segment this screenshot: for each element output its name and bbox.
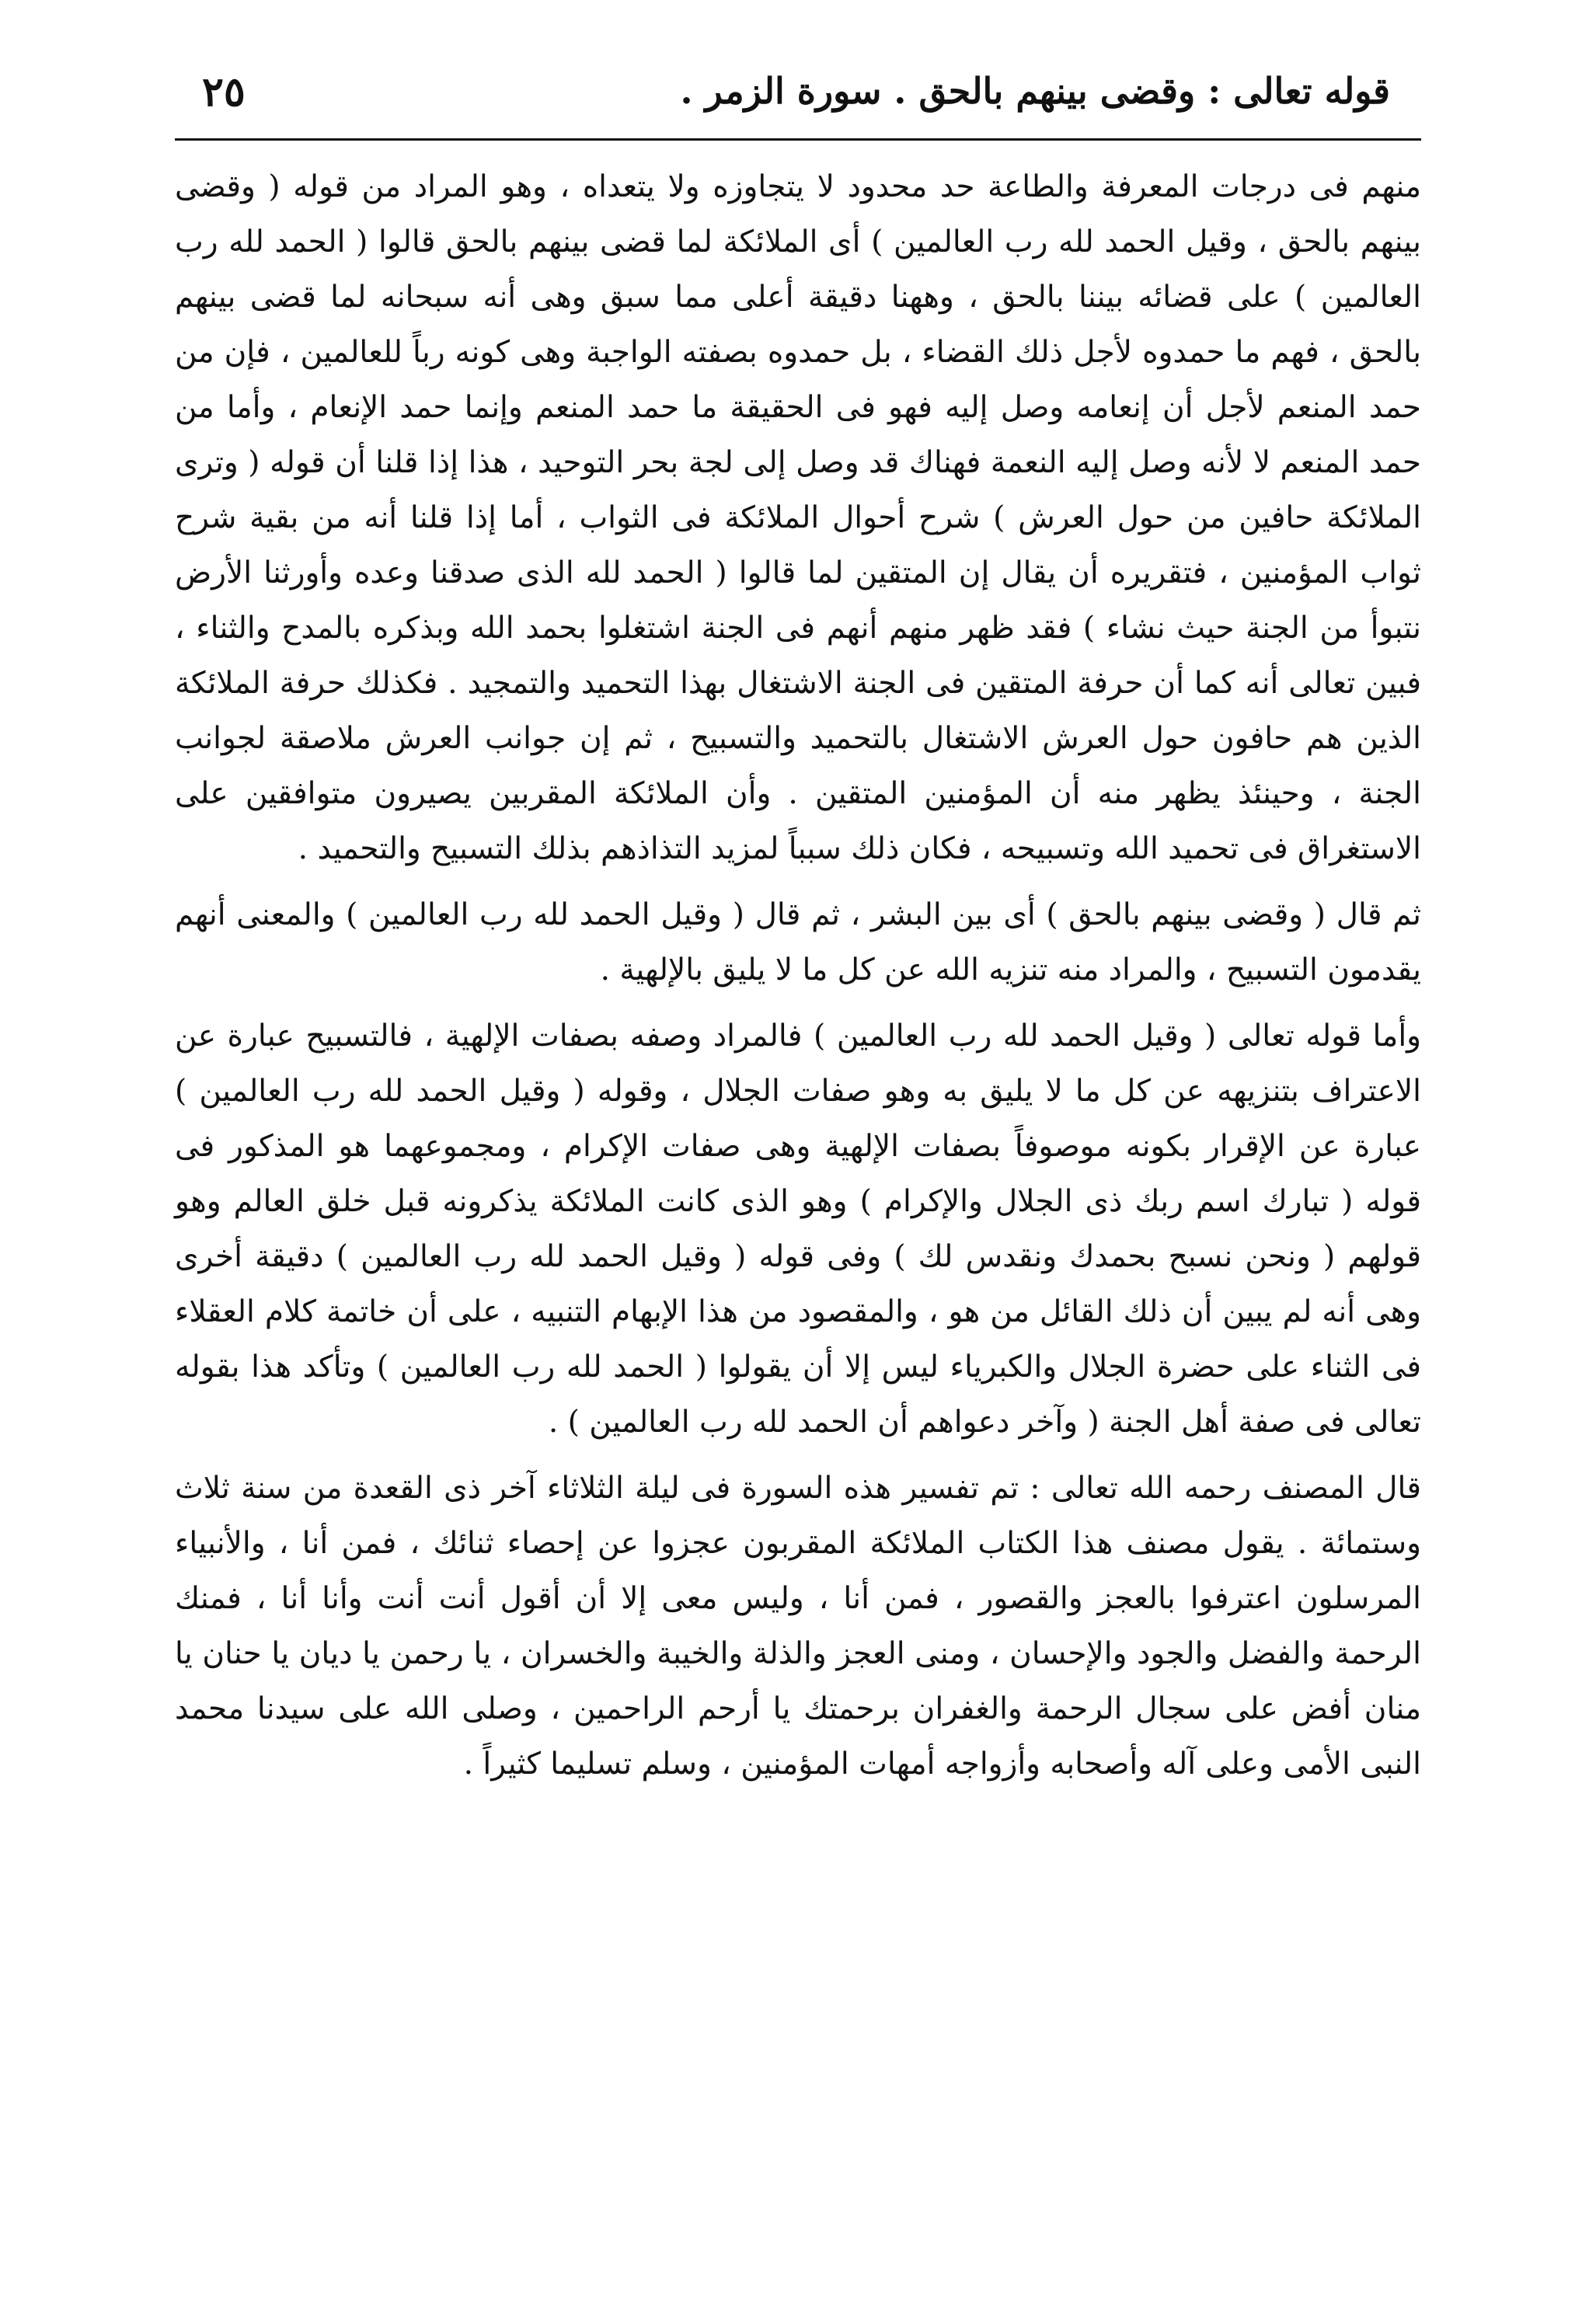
page-header xyxy=(175,54,1421,140)
paragraph-4: قال المصنف رحمه الله تعالى : تم تفسير هذه السورة فى ليلة الثلاثاء آخر ذى القعدة من سنة ثلاث وستمائة . يقول مصنف هذا الكتاب الملائكة المقربون عجزوا عن إحصاء ثنائك ، فمن أنا ، والأنبياء المرسلون اعترفوا بالعجز والقصور ، فمن أنا ، وليس معى إلا أن أقول أنت أنت وأنا أنا ، فمنك الرحمة والفضل والجود والإحسان ، ومنى العجز والذلة والخيبة والخسران ، يا رحمن يا ديان يا حنان يا منان أفض على سجال الرحمة والغفران برحمتك يا أرحم الراحمين ، وصلى الله على سيدنا محمد النبى الأمى وعلى آله وأصحابه وأزواجه أمهات المؤمنين ، وسلم تسليما كثيراً . xyxy=(175,1471,1421,1782)
body-text xyxy=(175,159,1421,1803)
header-rule xyxy=(175,138,1421,141)
running-title: قوله تعالى : وقضى بينهم بالحق . سورة الزمر . xyxy=(680,70,1390,112)
paragraph-3: وأما قوله تعالى ( وقيل الحمد لله رب العالمين ) فالمراد وصفه بصفات الإلهية ، فالتسبيح عبارة عن الاعتراف بتنزيهه عن كل ما لا يليق به وهو صفات الجلال ، وقوله ( وقيل الحمد لله رب العالمين ) عبارة عن الإقرار بكونه موصوفاً بصفات الإلهية وهى صفات الإكرام ، ومجموعهما هو المذكور فى قوله ( تبارك اسم ربك ذى الجلال والإكرام ) وهو الذى كانت الملائكة يذكرونه قبل خلق العالم وهو قولهم ( ونحن نسبح بحمدك ونقدس لك ) وفى قوله ( وقيل الحمد لله رب العالمين ) دقيقة أخرى وهى أنه لم يبين أن ذلك القائل من هو ، والمقصود من هذا الإبهام التنبيه ، على أن خاتمة كلام العقلاء فى الثناء على حضرة الجلال والكبرياء ليس إلا أن يقولوا ( الحمد لله رب العالمين ) وتأكد هذا بقوله تعالى فى صفة أهل الجنة ( وآخر دعواهم أن الحمد لله رب العالمين ) . xyxy=(175,1019,1421,1440)
paragraph-1: منهم فى درجات المعرفة والطاعة حد محدود لا يتجاوزه ولا يتعداه ، وهو المراد من قوله ( وقضى بينهم بالحق ، وقيل الحمد لله رب العالمين ) أى الملائكة لما قضى بينهم بالحق قالوا ( الحمد لله رب العالمين ) على قضائه بيننا بالحق ، وههنا دقيقة أعلى مما سبق وهى أنه سبحانه لما قضى بينهم بالحق ، فهم ما حمدوه لأجل ذلك القضاء ، بل حمدوه بصفته الواجبة وهى كونه رباً للعالمين ، فإن من حمد المنعم لأجل أن إنعامه وصل إليه فهو فى الحقيقة ما حمد المنعم وإنما حمد الإنعام ، وأما من حمد المنعم لا لأنه وصل إليه النعمة فهناك قد وصل إلى لجة بحر التوحيد ، هذا إذا قلنا أن قوله ( وترى الملائكة حافين من حول العرش ) شرح أحوال الملائكة فى الثواب ، أما إذا قلنا أنه من بقية شرح ثواب المؤمنين ، فتقريره أن يقال إن المتقين لما قالوا ( الحمد لله الذى صدقنا وعده وأورثنا الأرض نتبوأ من الجنة حيث نشاء ) فقد ظهر منهم أنهم فى الجنة اشتغلوا بحمد الله وبذكره بالمدح والثناء ، فبين تعالى أنه كما أن حرفة المتقين فى الجنة الاشتغال بهذا التحميد والتمجيد . فكذلك حرفة الملائكة الذين هم حافون حول العرش الاشتغال بالتحميد والتسبيح ، ثم إن جوانب العرش ملاصقة لجوانب الجنة ، وحينئذ يظهر منه أن المؤمنين المتقين . وأن الملائكة المقربين يصيرون متوافقين على الاستغراق فى تحميد الله وتسبيحه ، فكان ذلك سبباً لمزيد التذاذهم بذلك التسبيح والتحميد . xyxy=(175,169,1421,866)
paragraph-2: ثم قال ( وقضى بينهم بالحق ) أى بين البشر ، ثم قال ( وقيل الحمد لله رب العالمين ) والمعنى أنهم يقدمون التسبيح ، والمراد منه تنزيه الله عن كل ما لا يليق بالإلهية . xyxy=(175,897,1421,988)
page-number: ٢٥ xyxy=(202,68,246,116)
